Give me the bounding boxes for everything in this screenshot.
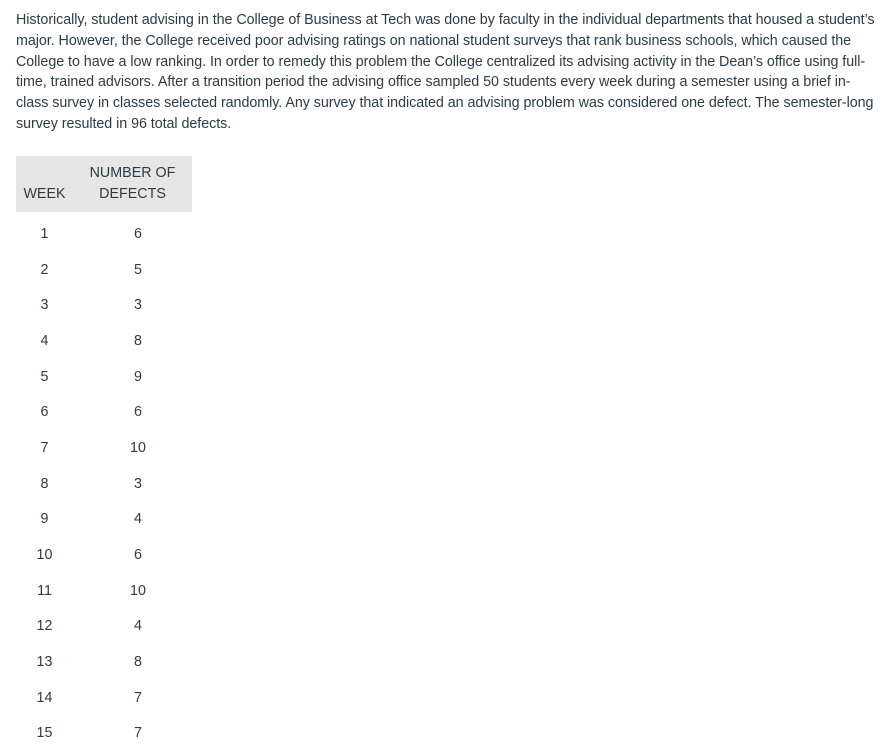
defects-table xyxy=(16,156,192,751)
table-row xyxy=(16,212,192,252)
week-cell: 10 xyxy=(36,547,53,564)
week-cell: 4 xyxy=(40,332,49,349)
defects-cell: 8 xyxy=(134,332,142,349)
problem-description: Historically, student advising in the College of Business at Tech was done by faculty in the individual departments that housed a student’s major. However, the College received poor advising ratings on national student surveys that rank business schools, which caused the College to have a low ranking. In order to remedy this problem the College centralized its advising activity in the Dean’s office using full-time, trained advisors. After a transition period the advising office sampled 50 students every week during a semester using a brief in-class survey in classes selected randomly. Any survey that indicated an advising problem was considered one defect. The semester-long survey resulted in 96 total defects. xyxy=(16,12,875,132)
week-cell: 12 xyxy=(36,618,53,635)
defects-cell: 3 xyxy=(134,475,142,492)
week-cell: 5 xyxy=(40,368,49,385)
table-row xyxy=(16,466,192,502)
defects-cell: 4 xyxy=(134,618,142,635)
table-row xyxy=(16,287,192,323)
table-row xyxy=(16,680,192,716)
table-row xyxy=(16,502,192,538)
defects-header-line2: DEFECTS xyxy=(99,186,166,202)
table-row xyxy=(16,644,192,680)
defects-header-line1: NUMBER OF xyxy=(89,165,176,181)
week-cell: 7 xyxy=(40,439,49,456)
defects-cell: 3 xyxy=(134,297,142,314)
defects-cell: 4 xyxy=(134,511,142,528)
week-cell: 6 xyxy=(40,404,49,421)
week-column-header xyxy=(16,156,73,212)
defects-cell: 9 xyxy=(134,368,142,385)
week-cell: 14 xyxy=(36,689,53,706)
week-cell: 1 xyxy=(40,225,49,242)
week-cell: 13 xyxy=(36,654,53,671)
table-row xyxy=(16,394,192,430)
table-body xyxy=(16,212,192,751)
defects-cell: 7 xyxy=(134,689,142,706)
defects-cell: 8 xyxy=(134,654,142,671)
week-cell: 8 xyxy=(40,475,49,492)
defects-cell: 7 xyxy=(134,725,142,742)
week-cell: 15 xyxy=(36,725,53,742)
table-row xyxy=(16,252,192,288)
defects-cell: 5 xyxy=(134,261,142,278)
defects-column-header xyxy=(73,156,192,212)
table-row xyxy=(16,323,192,359)
table-row xyxy=(16,609,192,645)
table-row xyxy=(16,716,192,751)
defects-cell: 10 xyxy=(130,582,146,599)
table-row xyxy=(16,359,192,395)
week-cell: 3 xyxy=(40,297,49,314)
defects-cell: 10 xyxy=(130,439,146,456)
week-cell: 11 xyxy=(37,582,52,599)
table-row xyxy=(16,537,192,573)
week-cell: 9 xyxy=(40,511,49,528)
table-row xyxy=(16,573,192,609)
table-row xyxy=(16,430,192,466)
week-cell: 2 xyxy=(40,261,49,278)
week-header-label: WEEK xyxy=(23,185,66,202)
defects-cell: 6 xyxy=(134,225,142,242)
table-header-row xyxy=(16,156,192,212)
defects-cell: 6 xyxy=(134,547,142,564)
defects-cell: 6 xyxy=(134,404,142,421)
